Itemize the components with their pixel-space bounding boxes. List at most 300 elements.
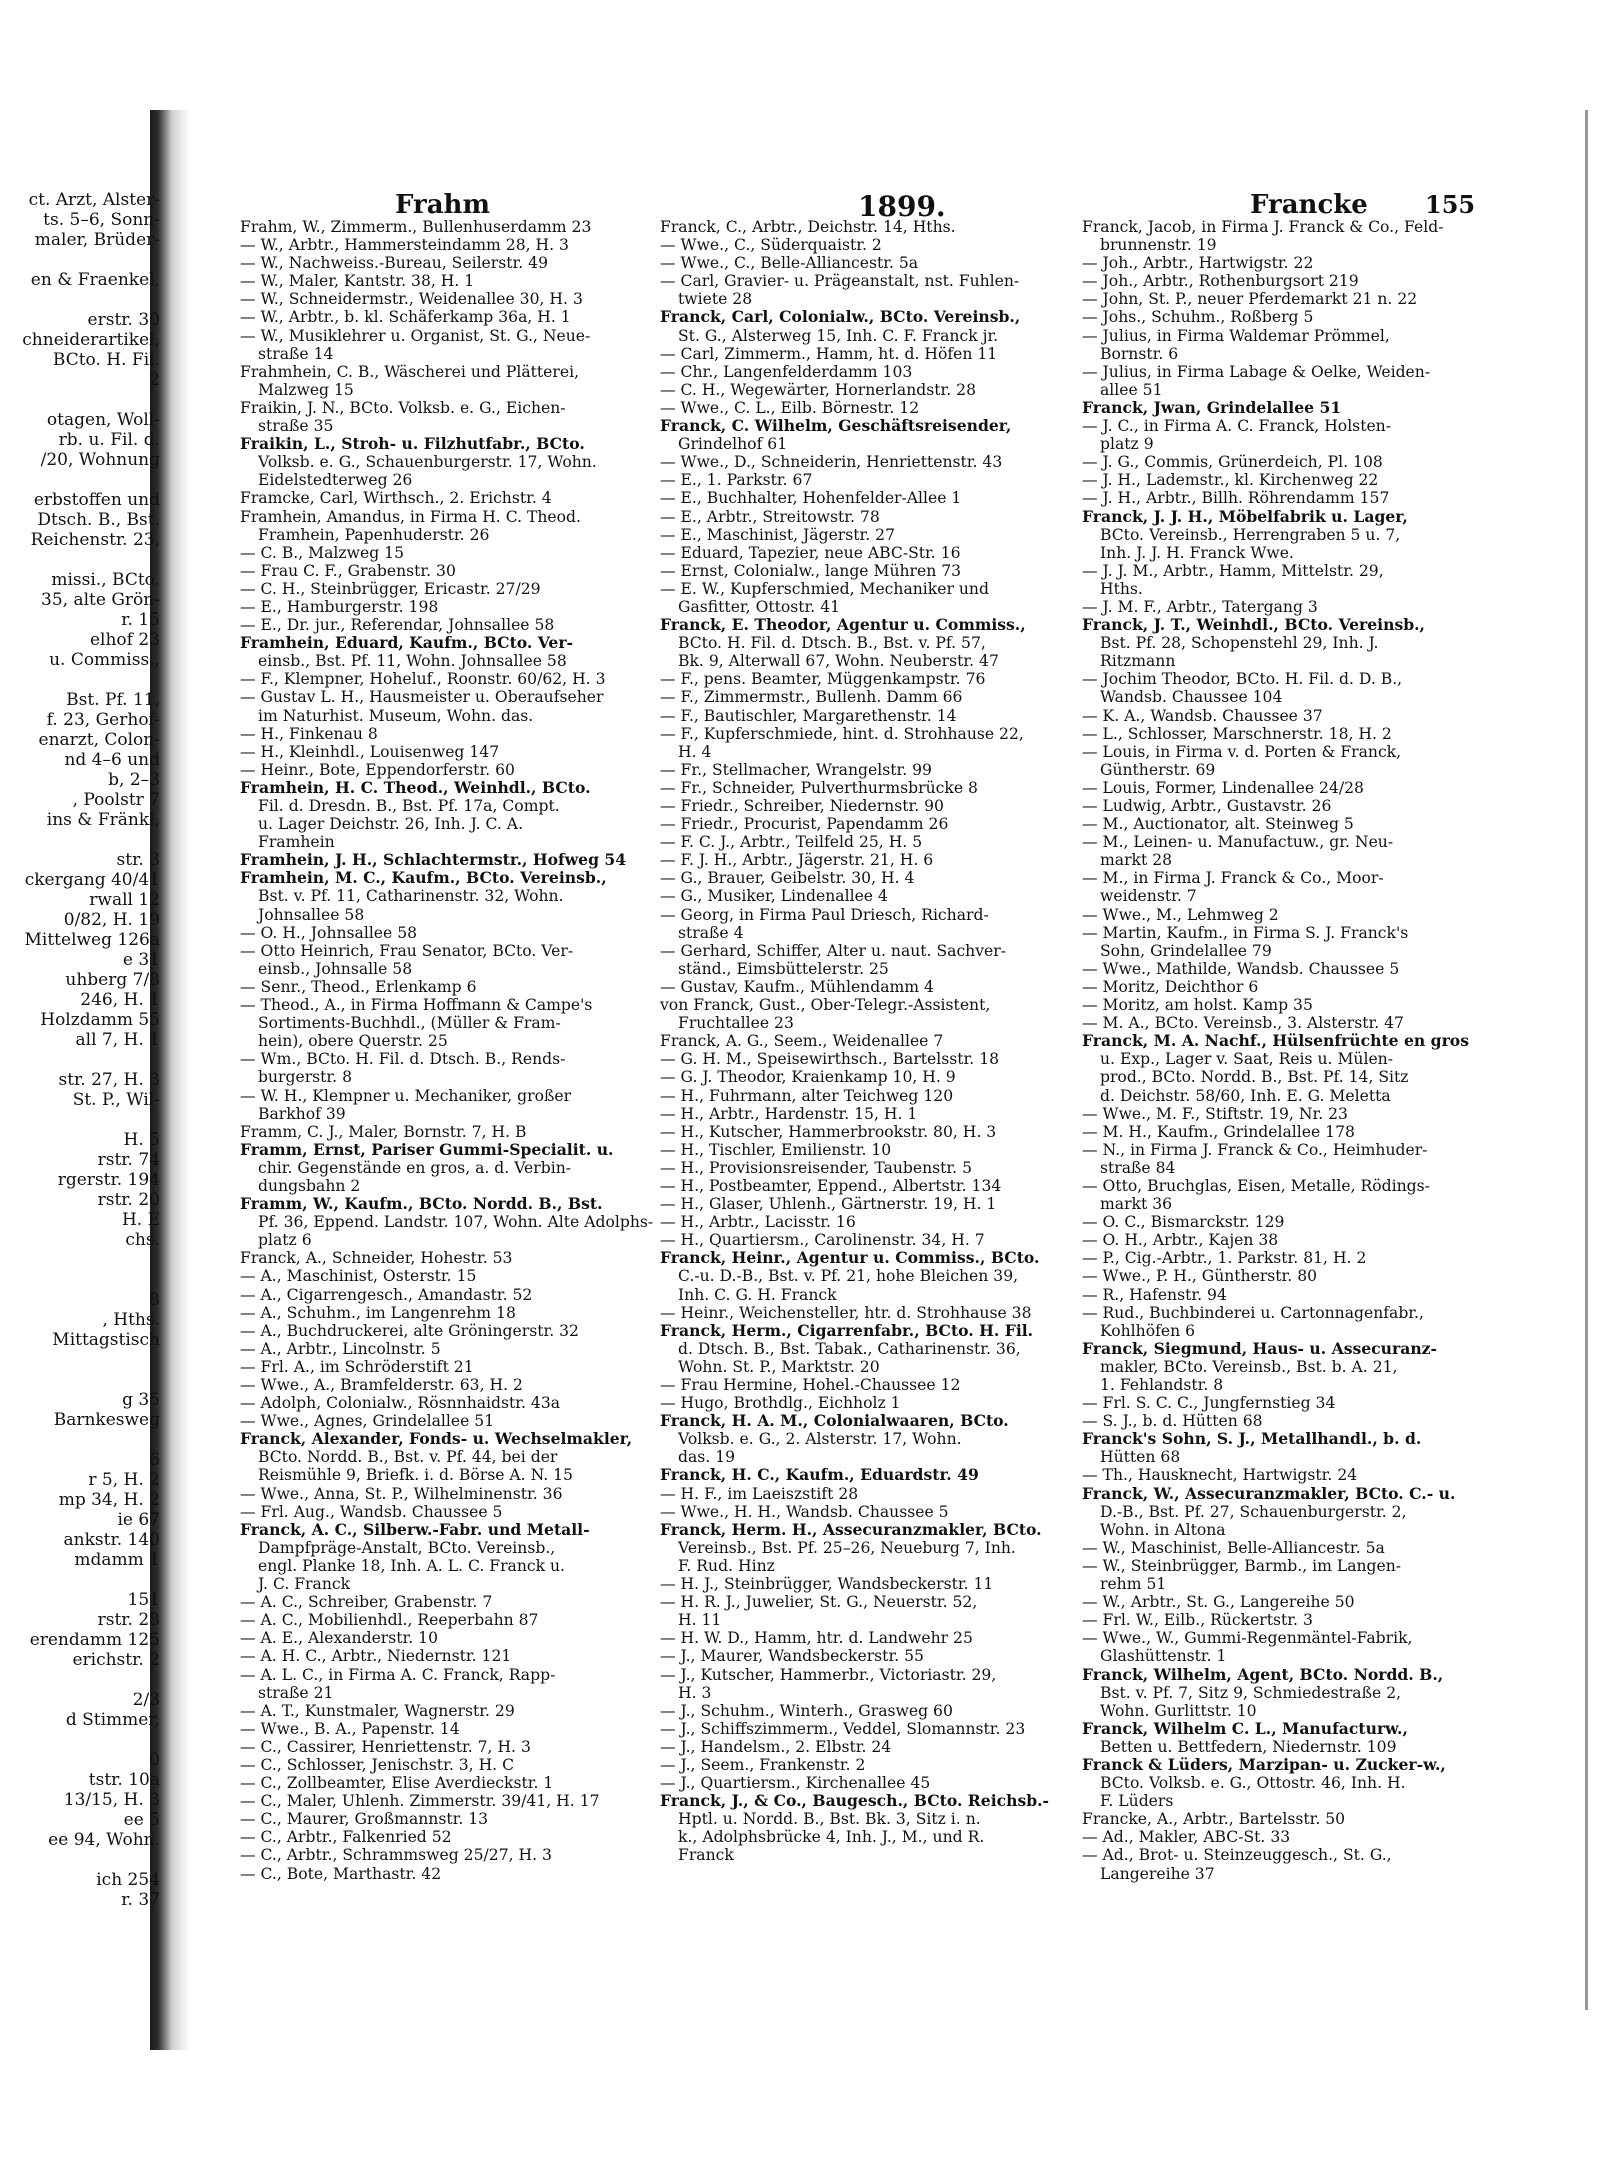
left-page-line: chs. xyxy=(125,1230,160,1250)
directory-entry-line: Fil. d. Dresdn. B., Bst. Pf. 17a, Compt. xyxy=(258,797,560,815)
left-page-fragment xyxy=(0,190,160,1990)
directory-entry-line: — J. H., Arbtr., Billh. Röhrendamm 157 xyxy=(1082,489,1390,508)
left-page-line: Dtsch. B., Bst. xyxy=(37,510,160,530)
directory-entry-line: allee 51 xyxy=(1100,380,1163,399)
left-page-line: , Poolstr 7 xyxy=(72,790,160,810)
directory-entry-line: Wohn. Gurlittstr. 10 xyxy=(1100,1701,1257,1720)
directory-entry-line: makler, BCto. Vereinsb., Bst. b. A. 21, xyxy=(1100,1357,1398,1376)
directory-entry-line: brunnenstr. 19 xyxy=(1100,236,1217,255)
left-page-line: maler, Brüder- xyxy=(34,230,160,250)
directory-entry-line: — H., Kleinhdl., Louisenweg 147 xyxy=(240,742,500,761)
directory-entry-line: — H., Kutscher, Hammerbrookstr. 80, H. 3 xyxy=(660,1122,997,1141)
directory-entry-line: — Wwe., C., Süderquaistr. 2 xyxy=(660,236,882,255)
directory-entry-line: u. Lager Deichstr. 26, Inh. J. C. A. xyxy=(258,815,524,834)
directory-entry-line: — Gustav, Kaufm., Mühlendamm 4 xyxy=(660,977,934,996)
directory-entry-line: — Julius, in Firma Waldemar Prömmel, xyxy=(1082,326,1390,345)
directory-entry-line: — Carl, Zimmerm., Hamm, ht. d. Höfen 11 xyxy=(660,344,998,363)
directory-entry-line: Framhein, Eduard, Kaufm., BCto. Ver- xyxy=(240,634,574,653)
left-page-line: 2/3 xyxy=(132,1690,160,1710)
directory-entry-line: Vereinsb., Bst. Pf. 25–26, Neueburg 7, Inh. xyxy=(678,1538,1016,1557)
directory-entry-line: — Fr., Stellmacher, Wrangelstr. 99 xyxy=(660,760,932,779)
directory-entry-line: Franck, A. C., Silberw.-Fabr. und Metall- xyxy=(240,1520,590,1539)
directory-entry-line: — Wwe., B. A., Papenstr. 14 xyxy=(240,1719,460,1738)
directory-entry-line: Franck, Wilhelm C. L., Manufacturw., xyxy=(1082,1719,1408,1738)
directory-entry-line: J. C. Franck xyxy=(258,1575,351,1594)
directory-entry-line: — Hugo, Brothdlg., Eichholz 1 xyxy=(660,1394,901,1413)
directory-entry-line: Langereihe 37 xyxy=(1100,1864,1215,1883)
directory-entry-line: Fraikin, L., Stroh- u. Filzhutfabr., BCto. xyxy=(240,435,585,454)
directory-entry-line: Dampfpräge-Anstalt, BCto. Vereinsb., xyxy=(258,1538,556,1557)
directory-entry-line: Framhein, Papenhuderstr. 26 xyxy=(258,525,490,544)
left-page-line: nd 4–6 und xyxy=(64,750,160,770)
left-page-line: missi., BCto. xyxy=(51,570,160,590)
directory-entry-line: Frahm, W., Zimmerm., Bullenhuserdamm 23 xyxy=(240,218,592,236)
left-page-line: erstr. 30 xyxy=(87,310,160,330)
left-page-line: rstr. 74 xyxy=(97,1150,160,1170)
directory-entry-line: — H., Arbtr., Hardenstr. 15, H. 1 xyxy=(660,1104,918,1123)
left-page-line: rwall 12 xyxy=(89,890,160,910)
directory-entry-line: — E., Dr. jur., Referendar, Johnsallee 58 xyxy=(240,616,555,635)
directory-entry-line: — A., Cigarrengesch., Amandastr. 52 xyxy=(240,1285,533,1304)
directory-entry-line: — H., Provisionsreisender, Taubenstr. 5 xyxy=(660,1158,973,1177)
directory-entry-line: Hptl. u. Nordd. B., Bst. Bk. 3, Sitz i. n. xyxy=(678,1810,981,1829)
directory-entry-line: — M., Auctionator, alt. Steinweg 5 xyxy=(1082,815,1354,834)
directory-entry-line: Franck, J. J. H., Möbelfabrik u. Lager, xyxy=(1082,507,1408,526)
directory-entry-line: — J., Schiffszimmerm., Veddel, Slomannstr. 23 xyxy=(660,1719,1026,1738)
left-page-line: e 31 xyxy=(122,950,160,970)
directory-entry-line: — Frl. Aug., Wandsb. Chaussee 5 xyxy=(240,1502,503,1521)
left-page-line: 151 xyxy=(127,1590,160,1610)
directory-entry-line: — John, St. P., neuer Pferdemarkt 21 n. 22 xyxy=(1082,290,1418,309)
left-page-line: en & Fraenkel, xyxy=(30,270,160,290)
left-page-line: ee 94, Wohn. xyxy=(48,1830,160,1850)
directory-entry-line: — Wwe., W., Gummi-Regenmäntel-Fabrik, xyxy=(1082,1629,1413,1648)
directory-entry-line: — F. C. J., Arbtr., Teilfeld 25, H. 5 xyxy=(660,833,923,852)
directory-entry-line: — Heinr., Bote, Eppendorferstr. 60 xyxy=(240,760,515,779)
directory-entry-line: — F., Klempner, Hoheluf., Roonstr. 60/62, H. 3 xyxy=(240,670,606,689)
header-right-keyword: Francke xyxy=(1250,190,1368,220)
directory-entry-line: Güntherstr. 69 xyxy=(1100,760,1216,779)
directory-entry-line: Franck, Jacob, in Firma J. Franck & Co., Feld- xyxy=(1082,218,1444,236)
directory-entry-line: — J., Handelsm., 2. Elbstr. 24 xyxy=(660,1737,892,1756)
directory-entry-line: — J. H., Lademstr., kl. Kirchenweg 22 xyxy=(1082,471,1379,490)
directory-entry-line: — A. H. C., Arbtr., Niedernstr. 121 xyxy=(240,1647,512,1666)
directory-entry-line: — H., Arbtr., Lacisstr. 16 xyxy=(660,1213,856,1232)
directory-entry-line: — W., Schneidermstr., Weidenallee 30, H. 3 xyxy=(240,290,583,309)
directory-entry-line: — J. C., in Firma A. C. Franck, Holsten- xyxy=(1082,417,1391,436)
left-page-line: ts. 5–6, Sonn- xyxy=(43,210,160,230)
directory-entry-line: einsb., Johnsalle 58 xyxy=(258,959,413,978)
directory-entry-line: — C., Arbtr., Falkenried 52 xyxy=(240,1828,452,1847)
directory-entry-line: hein), obere Querstr. 25 xyxy=(258,1032,448,1051)
directory-entry-line: — Wwe., C. L., Eilb. Börnestr. 12 xyxy=(660,398,920,417)
left-page-line: Barnkesweg xyxy=(53,1410,160,1430)
directory-entry-line: — O. H., Johnsallee 58 xyxy=(240,923,418,942)
left-page-line: ankstr. 140 xyxy=(63,1530,160,1550)
directory-entry-line: d. Deichstr. 58/60, Inh. E. G. Meletta xyxy=(1100,1086,1391,1105)
directory-entry-line: — Frau Hermine, Hohel.-Chaussee 12 xyxy=(660,1376,961,1394)
directory-entry-line: Franck, Herm. H., Assecuranzmakler, BCto. xyxy=(660,1520,1042,1539)
directory-entry-line: straße 21 xyxy=(258,1683,334,1702)
directory-entry-line: — J., Schuhm., Winterh., Grasweg 60 xyxy=(660,1701,953,1720)
directory-entry-line: platz 9 xyxy=(1100,435,1154,454)
directory-entry-line: — H. R. J., Juwelier, St. G., Neuerstr. 52, xyxy=(660,1593,978,1612)
directory-entry-line: Francke, A., Arbtr., Bartelsstr. 50 xyxy=(1082,1810,1346,1829)
directory-entry-line: — M., Leinen- u. Manufactuw., gr. Neu- xyxy=(1082,833,1394,852)
directory-entry-line: Wandsb. Chaussee 104 xyxy=(1100,688,1283,707)
left-page-line: BCto. H. Fil. xyxy=(52,350,160,370)
directory-entry-line: — P., Cig.-Arbtr., 1. Parkstr. 81, H. 2 xyxy=(1082,1249,1367,1268)
left-page-line: St. P., Wil- xyxy=(72,1090,160,1110)
directory-entry-line: Franck, C., Arbtr., Deichstr. 14, Hths. xyxy=(660,218,956,236)
directory-entry-line: prod., BCto. Nordd. B., Bst. Pf. 14, Sitz xyxy=(1100,1068,1409,1087)
directory-entry-line: Framcke, Carl, Wirthsch., 2. Erichstr. 4 xyxy=(240,489,552,508)
directory-entry-line: Eidelstedterweg 26 xyxy=(258,471,413,490)
directory-entry-line: u. Exp., Lager v. Saat, Reis u. Mülen- xyxy=(1100,1050,1393,1069)
directory-entry-line: dungsbahn 2 xyxy=(258,1176,361,1195)
left-page-line: 8 xyxy=(149,1290,160,1310)
directory-entry-line: — Otto, Bruchglas, Eisen, Metalle, Rödings- xyxy=(1082,1176,1430,1195)
page-number: 155 xyxy=(1425,190,1476,219)
directory-entry-line: — Frl. S. C. C., Jungfernstieg 34 xyxy=(1082,1394,1336,1413)
left-page-line: erendamm 125 xyxy=(29,1630,160,1650)
directory-entry-line: H. 3 xyxy=(678,1683,712,1702)
directory-entry-line: Bst. v. Pf. 7, Sitz 9, Schmiedestraße 2, xyxy=(1100,1683,1402,1702)
directory-entry-line: Hütten 68 xyxy=(1100,1448,1181,1467)
directory-entry-line: — C. H., Wegewärter, Hornerlandstr. 28 xyxy=(660,380,976,399)
left-page-line: enarzt, Colon- xyxy=(38,730,160,750)
directory-entry-line: — H., Tischler, Emilienstr. 10 xyxy=(660,1140,892,1159)
directory-entry-line: — C., Arbtr., Schrammsweg 25/27, H. 3 xyxy=(240,1846,552,1865)
directory-entry-line: — M. H., Kaufm., Grindelallee 178 xyxy=(1082,1122,1355,1141)
directory-entry-line: Grindelhof 61 xyxy=(678,435,788,454)
directory-entry-line: Gasfitter, Ottostr. 41 xyxy=(678,597,841,616)
directory-entry-line: Framhein, M. C., Kaufm., BCto. Vereinsb., xyxy=(240,869,607,888)
directory-entry-line: — G., Brauer, Geibelstr. 30, H. 4 xyxy=(660,869,915,888)
directory-entry-line: — W. H., Klempner u. Mechaniker, großer xyxy=(240,1086,572,1105)
directory-entry-line: — Wwe., P. H., Güntherstr. 80 xyxy=(1082,1267,1318,1286)
left-page-line: rgerstr. 194 xyxy=(57,1170,160,1190)
left-page-line: Mittagstisch xyxy=(52,1330,160,1350)
page-edge xyxy=(1585,110,1588,2010)
directory-entry-line: — K. A., Wandsb. Chaussee 37 xyxy=(1082,706,1323,725)
left-page-line: ct. Arzt, Alster- xyxy=(28,190,160,210)
directory-entry-line: — Wwe., C., Belle-Alliancestr. 5a xyxy=(660,254,919,273)
directory-entry-line: — Wwe., M. F., Stiftstr. 19, Nr. 23 xyxy=(1082,1104,1348,1123)
directory-entry-line: — Wwe., A., Bramfelderstr. 63, H. 2 xyxy=(240,1376,523,1394)
directory-entry-line: — Wwe., Mathilde, Wandsb. Chaussee 5 xyxy=(1082,959,1400,978)
left-page-line: 0/82, H. 19 xyxy=(63,910,160,930)
left-page-line: ie 67 xyxy=(117,1510,160,1530)
directory-entry-line: — Carl, Gravier- u. Prägeanstalt, nst. Fuhlen- xyxy=(660,272,1020,291)
directory-entry-line: — A. C., Mobilienhdl., Reeperbahn 87 xyxy=(240,1611,539,1630)
directory-entry-line: — C. B., Malzweg 15 xyxy=(240,543,404,562)
directory-entry-line: — F., Bautischler, Margarethenstr. 14 xyxy=(660,706,957,725)
directory-entry-line: im Naturhist. Museum, Wohn. das. xyxy=(258,706,534,725)
directory-entry-line: — E., Maschinist, Jägerstr. 27 xyxy=(660,525,896,544)
left-page-line: 13/15, H. 3 xyxy=(63,1790,160,1810)
directory-entry-line: — Wm., BCto. H. Fil. d. Dtsch. B., Rends- xyxy=(240,1050,566,1069)
directory-entry-line: Malzweg 15 xyxy=(258,380,354,399)
directory-entry-line: — Frau C. F., Grabenstr. 30 xyxy=(240,561,456,580)
directory-entry-line: — A. C., Schreiber, Grabenstr. 7 xyxy=(240,1593,493,1612)
directory-entry-line: — Adolph, Colonialw., Rösnnhaidstr. 43a xyxy=(240,1394,561,1413)
directory-entry-line: 1. Fehlandstr. 8 xyxy=(1100,1376,1224,1394)
directory-entry-line: Franck xyxy=(678,1846,734,1865)
left-page-line: u. Commiss., xyxy=(49,650,160,670)
directory-entry-line: — Martin, Kaufm., in Firma S. J. Franck's xyxy=(1082,923,1409,942)
directory-entry-line: — Fr., Schneider, Pulverthurmsbrücke 8 xyxy=(660,778,978,797)
directory-entry-line: Framhein, H. C. Theod., Weinhdl., BCto. xyxy=(240,778,591,797)
directory-entry-line: Franck, Carl, Colonialw., BCto. Vereinsb., xyxy=(660,308,1021,327)
directory-entry-line: — Senr., Theod., Erlenkamp 6 xyxy=(240,977,477,996)
directory-entry-line: Franck, H. A. M., Colonialwaaren, BCto. xyxy=(660,1412,1009,1431)
directory-entry-line: — Otto Heinrich, Frau Senator, BCto. Ver- xyxy=(240,941,574,960)
directory-entry-line: — Heinr., Weichensteller, htr. d. Strohhause 38 xyxy=(660,1303,1032,1322)
left-page-line: str. 27, H. 3 xyxy=(58,1070,160,1090)
directory-entry-line: — C., Bote, Marthastr. 42 xyxy=(240,1864,442,1883)
directory-entry-line: — C., Maler, Uhlenh. Zimmerstr. 39/41, H. 17 xyxy=(240,1792,600,1811)
directory-entry-line: D.-B., Bst. Pf. 27, Schauenburgerstr. 2, xyxy=(1100,1502,1407,1521)
directory-entry-line: — Louis, in Firma v. d. Porten & Franck, xyxy=(1082,742,1402,761)
left-page-line: ins & Fränkl, xyxy=(46,810,160,830)
directory-entry-line: — Frl. W., Eilb., Rückertstr. 3 xyxy=(1082,1611,1313,1630)
directory-entry-line: — R., Hafenstr. 94 xyxy=(1082,1285,1227,1304)
left-page-line: erichstr. 2 xyxy=(72,1650,160,1670)
directory-entry-line: — C., Schlosser, Jenischstr. 3, H. C xyxy=(240,1755,515,1774)
directory-entry-line: rehm 51 xyxy=(1100,1575,1167,1594)
directory-entry-line: Wohn. in Altona xyxy=(1100,1520,1226,1539)
left-page-line: , Hths. xyxy=(102,1310,160,1330)
directory-entry-line: — J. J. M., Arbtr., Hamm, Mittelstr. 29, xyxy=(1082,561,1384,580)
directory-entry-line: — Chr., Langenfelderdamm 103 xyxy=(660,362,913,381)
directory-entry-line: BCto. Nordd. B., Bst. v. Pf. 44, bei der xyxy=(258,1448,558,1467)
header-year: 1899. xyxy=(858,190,946,223)
directory-entry-line: — Wwe., Agnes, Grindelallee 51 xyxy=(240,1412,495,1431)
left-page-line: r 5, H. 2 xyxy=(88,1470,160,1490)
directory-entry-line: BCto. H. Fil. d. Dtsch. B., Bst. v. Pf. 57, xyxy=(678,634,986,653)
directory-entry-line: H. 11 xyxy=(678,1611,722,1630)
directory-entry-line: — W., Arbtr., b. kl. Schäferkamp 36a, H. 1 xyxy=(240,308,571,327)
directory-entry-line: — J. G., Commis, Grünerdeich, Pl. 108 xyxy=(1082,453,1383,472)
directory-entry-line: — L., Schlosser, Marschnerstr. 18, H. 2 xyxy=(1082,724,1392,743)
directory-entry-line: — H., Finkenau 8 xyxy=(240,724,378,743)
directory-entry-line: Bst. Pf. 28, Schopenstehl 29, Inh. J. xyxy=(1100,634,1379,653)
directory-entry-line: — Gustav L. H., Hausmeister u. Oberaufseher xyxy=(240,688,604,707)
directory-entry-line: — W., Arbtr., St. G., Langereihe 50 xyxy=(1082,1593,1355,1612)
directory-entry-line: — O. C., Bismarckstr. 129 xyxy=(1082,1213,1285,1232)
directory-entry-line: — A., Maschinist, Osterstr. 15 xyxy=(240,1267,477,1286)
directory-entry-line: — H. F., im Laeiszstift 28 xyxy=(660,1484,859,1503)
directory-entry-line: — Wwe., H. H., Wandsb. Chaussee 5 xyxy=(660,1502,949,1521)
directory-entry-line: straße 4 xyxy=(678,923,744,942)
directory-entry-line: — M. A., BCto. Vereinsb., 3. Alsterstr. 47 xyxy=(1082,1014,1404,1033)
directory-entry-line: Franck, W., Assecuranzmakler, BCto. C.- u. xyxy=(1082,1484,1456,1503)
directory-entry-line: Kohlhöfen 6 xyxy=(1100,1321,1196,1340)
column-1 xyxy=(240,218,680,1883)
directory-entry-line: — F., Zimmermstr., Bullenh. Damm 66 xyxy=(660,688,963,707)
directory-entry-line: einsb., Bst. Pf. 11, Wohn. Johnsallee 58 xyxy=(258,652,567,671)
directory-entry-line: Volksb. e. G., Schauenburgerstr. 17, Wohn. xyxy=(258,453,597,472)
directory-entry-line: Franck, E. Theodor, Agentur u. Commiss., xyxy=(660,616,1026,635)
left-page-line: H. E xyxy=(121,1210,160,1230)
directory-entry-line: — F., pens. Beamter, Müggenkampstr. 76 xyxy=(660,670,986,689)
directory-entry-line: — E., 1. Parkstr. 67 xyxy=(660,471,813,490)
directory-entry-line: — C., Maurer, Großmannstr. 13 xyxy=(240,1810,489,1829)
directory-entry-line: — H., Fuhrmann, alter Teichweg 120 xyxy=(660,1086,954,1105)
directory-entry-line: Barkhof 39 xyxy=(258,1104,346,1123)
directory-entry-line: Franck, Wilhelm, Agent, BCto. Nordd. B., xyxy=(1082,1665,1444,1684)
directory-entry-line: Framhein, Amandus, in Firma H. C. Theod. xyxy=(240,507,581,526)
left-page-line: Holzdamm 55 xyxy=(40,1010,160,1030)
directory-entry-line: — A. L. C., in Firma A. C. Franck, Rapp- xyxy=(240,1665,556,1684)
left-page-line: /20, Wohnung xyxy=(40,450,160,470)
directory-entry-line: Franck, Heinr., Agentur u. Commiss., BCto. xyxy=(660,1249,1040,1268)
directory-entry-line: das. 19 xyxy=(678,1448,736,1467)
directory-entry-line: — W., Musiklehrer u. Organist, St. G., Neue- xyxy=(240,326,591,345)
directory-entry-line: — Frl. A., im Schröderstift 21 xyxy=(240,1357,474,1376)
column-3 xyxy=(1082,218,1522,1883)
directory-entry-line: Franck, M. A. Nachf., Hülsenfrüchte en gros xyxy=(1082,1032,1469,1051)
directory-entry-line: Bst. v. Pf. 11, Catharinenstr. 32, Wohn. xyxy=(258,887,564,906)
directory-entry-line: — Louis, Former, Lindenallee 24/28 xyxy=(1082,778,1364,797)
directory-entry-line: — E., Arbtr., Streitowstr. 78 xyxy=(660,507,880,526)
directory-entry-line: d. Dtsch. B., Bst. Tabak., Catharinenstr. 36, xyxy=(678,1339,1021,1358)
left-page-line: all 7, H. 1 xyxy=(75,1030,160,1050)
directory-entry-line: Bk. 9, Alterwall 67, Wohn. Neuberstr. 47 xyxy=(678,652,999,671)
left-page-line: ckergang 40/41 xyxy=(24,870,160,890)
directory-entry-line: — Julius, in Firma Labage & Oelke, Weiden- xyxy=(1082,362,1431,381)
directory-entry-line: Framm, W., Kaufm., BCto. Nordd. B., Bst. xyxy=(240,1195,603,1214)
directory-entry-line: straße 84 xyxy=(1100,1158,1176,1177)
directory-entry-line: Ritzmann xyxy=(1100,652,1176,671)
directory-entry-line: — A., Schuhm., im Langenrehm 18 xyxy=(240,1303,516,1322)
directory-entry-line: Framhein, J. H., Schlachtermstr., Hofweg 54 xyxy=(240,851,627,870)
directory-entry-line: Franck, H. C., Kaufm., Eduardstr. 49 xyxy=(660,1466,979,1485)
directory-page xyxy=(240,160,1560,2040)
directory-entry-line: platz 6 xyxy=(258,1231,312,1250)
left-page-line: chneiderartikel, xyxy=(22,330,160,350)
left-page-line: mdamm 1 xyxy=(74,1550,160,1570)
directory-entry-line: Johnsallee 58 xyxy=(258,905,365,924)
directory-entry-line: von Franck, Gust., Ober-Telegr.-Assistent, xyxy=(660,996,991,1015)
directory-entry-line: Reismühle 9, Briefk. i. d. Börse A. N. 15 xyxy=(258,1466,573,1485)
left-page-line: erbstoffen und xyxy=(33,490,160,510)
directory-entry-line: — F. J. H., Arbtr., Jägerstr. 21, H. 6 xyxy=(660,851,934,870)
directory-entry-line: Franck, Siegmund, Haus- u. Assecuranz- xyxy=(1082,1339,1438,1358)
directory-entry-line: — Ad., Makler, ABC-St. 33 xyxy=(1082,1828,1291,1847)
directory-entry-line: — G. H. M., Speisewirthsch., Bartelsstr. 18 xyxy=(660,1050,1000,1069)
directory-entry-line: — Ernst, Colonialw., lange Mühren 73 xyxy=(660,561,962,580)
directory-entry-line: — C. H., Steinbrügger, Ericastr. 27/29 xyxy=(240,579,541,598)
directory-entry-line: — O. H., Arbtr., Kajen 38 xyxy=(1082,1231,1279,1250)
directory-entry-line: — H. J., Steinbrügger, Wandsbeckerstr. 11 xyxy=(660,1575,994,1594)
directory-entry-line: weidenstr. 7 xyxy=(1100,887,1197,906)
directory-entry-line: — M., in Firma J. Franck & Co., Moor- xyxy=(1082,869,1384,888)
directory-entry-line: markt 28 xyxy=(1100,851,1173,870)
directory-entry-line: Sohn, Grindelallee 79 xyxy=(1100,941,1272,960)
directory-entry-line: — Friedr., Schreiber, Niedernstr. 90 xyxy=(660,797,944,815)
directory-entry-line: Franck, A. G., Seem., Weidenallee 7 xyxy=(660,1032,944,1051)
directory-entry-line: Glashüttenstr. 1 xyxy=(1100,1647,1227,1666)
directory-entry-line: Betten u. Bettfedern, Niedernstr. 109 xyxy=(1100,1737,1397,1756)
directory-entry-line: straße 14 xyxy=(258,344,334,363)
left-page-line: 246, H. 1 xyxy=(80,990,160,1010)
directory-entry-line: Framhein xyxy=(258,833,335,852)
directory-entry-line: — W., Arbtr., Hammersteindamm 28, H. 3 xyxy=(240,236,569,255)
directory-entry-line: — J., Maurer, Wandsbeckerstr. 55 xyxy=(660,1647,924,1666)
directory-entry-line: — H. W. D., Hamm, htr. d. Landwehr 25 xyxy=(660,1629,973,1648)
left-page-line: otagen, Woll- xyxy=(46,410,160,430)
directory-entry-line: Fruchtallee 23 xyxy=(678,1014,794,1033)
left-page-line: uhberg 7/8 xyxy=(65,970,160,990)
directory-entry-line: — Joh., Arbtr., Hartwigstr. 22 xyxy=(1082,254,1314,273)
directory-entry-line: Franck, J. T., Weinhdl., BCto. Vereinsb., xyxy=(1082,616,1425,635)
directory-entry-line: k., Adolphsbrücke 4, Inh. J., M., und R. xyxy=(678,1828,985,1847)
directory-entry-line: — H., Glaser, Uhlenh., Gärtnerstr. 19, H. 1 xyxy=(660,1195,997,1214)
directory-entry-line: Franck, Jwan, Grindelallee 51 xyxy=(1082,398,1342,417)
directory-entry-line: — Th., Hausknecht, Hartwigstr. 24 xyxy=(1082,1466,1358,1485)
directory-entry-line: Inh. J. J. H. Franck Wwe. xyxy=(1100,543,1294,562)
directory-entry-line: Franck, Alexander, Fonds- u. Wechselmakler, xyxy=(240,1430,633,1449)
directory-entry-line: Franck, A., Schneider, Hohestr. 53 xyxy=(240,1249,513,1268)
left-page-line: r. 37 xyxy=(121,1890,160,1910)
directory-entry-line: Wohn. St. P., Marktstr. 20 xyxy=(678,1357,880,1376)
directory-entry-line: — Gerhard, Schiffer, Alter u. naut. Sachver- xyxy=(660,941,1006,960)
directory-entry-line: — W., Maschinist, Belle-Alliancestr. 5a xyxy=(1082,1538,1385,1557)
left-page-line: f. 23, Gerhof- xyxy=(46,710,160,730)
directory-entry-line: — A., Arbtr., Lincolnstr. 5 xyxy=(240,1339,441,1358)
left-page-line: tstr. 10a xyxy=(88,1770,160,1790)
left-page-line: elhof 23 xyxy=(89,630,160,650)
directory-entry-line: — Georg, in Firma Paul Driesch, Richard- xyxy=(660,905,989,924)
directory-entry-line: — C., Zollbeamter, Elise Averdieckstr. 1 xyxy=(240,1774,554,1793)
left-page-line: 2 xyxy=(149,370,160,390)
left-page-line: ich 254 xyxy=(96,1870,160,1890)
directory-entry-line: — A. T., Kunstmaler, Wagnerstr. 29 xyxy=(240,1701,515,1720)
directory-entry-line: — S. J., b. d. Hütten 68 xyxy=(1082,1412,1263,1431)
directory-entry-line: — E., Hamburgerstr. 198 xyxy=(240,597,439,616)
directory-entry-line: F. Lüders xyxy=(1100,1792,1174,1811)
directory-entry-line: — N., in Firma J. Franck & Co., Heimhuder- xyxy=(1082,1140,1428,1159)
left-page-line: 0 xyxy=(149,1750,160,1770)
directory-entry-line: Bornstr. 6 xyxy=(1100,344,1179,363)
directory-entry-line: engl. Planke 18, Inh. A. L. C. Franck u. xyxy=(258,1556,566,1575)
directory-entry-line: BCto. Vereinsb., Herrengraben 5 u. 7, xyxy=(1100,525,1401,544)
left-page-line: 6 xyxy=(149,1450,160,1470)
directory-entry-line: ständ., Eimsbüttelerstr. 25 xyxy=(678,959,889,978)
directory-entry-line: — Johs., Schuhm., Roßberg 5 xyxy=(1082,308,1314,327)
directory-entry-line: Pf. 36, Eppend. Landstr. 107, Wohn. Alte Adolphs- xyxy=(258,1213,654,1232)
left-page-line: rstr. 20 xyxy=(97,1190,160,1210)
left-page-line: b, 2–3 xyxy=(108,770,160,790)
directory-entry-line: — G., Musiker, Lindenallee 4 xyxy=(660,887,888,906)
directory-entry-line: — Rud., Buchbinderei u. Cartonnagenfabr., xyxy=(1082,1303,1424,1322)
directory-entry-line: Franck & Lüders, Marzipan- u. Zucker-w., xyxy=(1082,1755,1446,1774)
directory-entry-line: — G. J. Theodor, Kraienkamp 10, H. 9 xyxy=(660,1068,956,1087)
left-page-line: str. 3 xyxy=(116,850,160,870)
directory-entry-line: — H., Postbeamter, Eppend., Albertstr. 134 xyxy=(660,1176,1002,1195)
directory-entry-line: — Jochim Theodor, BCto. H. Fil. d. D. B., xyxy=(1082,670,1403,689)
directory-entry-line: chir. Gegenstände en gros, a. d. Verbin- xyxy=(258,1158,572,1177)
directory-entry-line: — Theod., A., in Firma Hoffmann & Campe's xyxy=(240,996,593,1015)
left-page-line: Reichenstr. 23, xyxy=(30,530,160,550)
directory-entry-line: Franck, J., & Co., Baugesch., BCto. Reichsb.- xyxy=(660,1792,1050,1811)
directory-entry-line: — J., Seem., Frankenstr. 2 xyxy=(660,1755,866,1774)
directory-entry-line: — E. W., Kupferschmied, Mechaniker und xyxy=(660,579,989,598)
directory-entry-line: — J. M. F., Arbtr., Tatergang 3 xyxy=(1082,597,1318,616)
directory-entry-line: — F., Kupferschmiede, hint. d. Strohhause 22, xyxy=(660,724,1024,743)
